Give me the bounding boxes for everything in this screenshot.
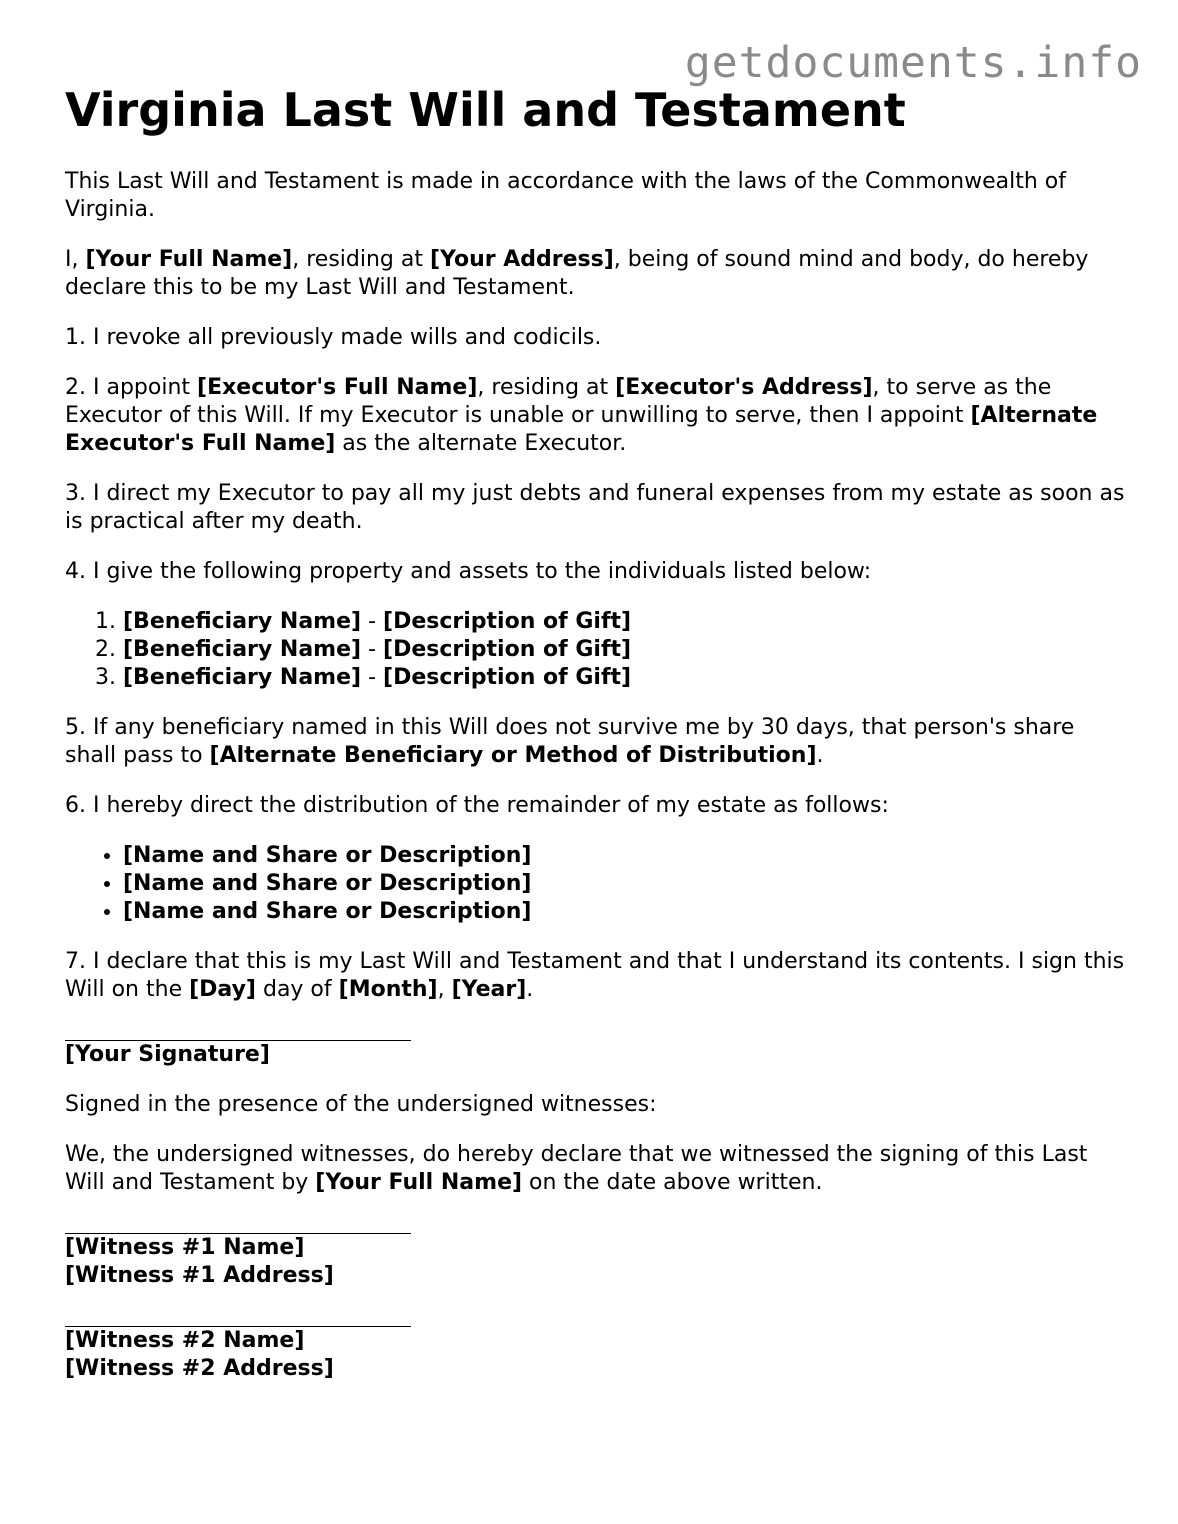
- clause-7-mid: day of: [255, 977, 339, 1002]
- intro-paragraph: This Last Will and Testament is made in accordance with the laws of the Commonwealth of Virginia.: [65, 169, 1066, 222]
- gift-description-placeholder: [Description of Gift]: [383, 665, 632, 690]
- alternate-beneficiary-placeholder: [Alternate Beneficiary or Method of Distribution]: [209, 743, 817, 768]
- gift-separator: -: [361, 665, 384, 690]
- witness-2-name: [Witness #2 Name]: [65, 1328, 305, 1353]
- gift-description-placeholder: [Description of Gift]: [383, 637, 632, 662]
- month-placeholder: [Month]: [338, 977, 438, 1002]
- clause-2: [65, 374, 1125, 458]
- remainder-placeholder: [Name and Share or Description]: [123, 899, 532, 924]
- gift-separator: -: [361, 637, 384, 662]
- clause-7-comma: ,: [437, 977, 452, 1002]
- clause-7: [65, 948, 1125, 1004]
- declaration-paragraph: [65, 246, 1125, 302]
- declaration-prefix: I,: [65, 247, 86, 272]
- alternate-executor-placeholder: [Alternate Executor's Full Name]: [65, 403, 1098, 456]
- witness-2-address: [Witness #2 Address]: [65, 1356, 334, 1381]
- testator-name-placeholder: [Your Full Name]: [85, 247, 293, 272]
- signature-label: [Your Signature]: [65, 1042, 270, 1067]
- gifts-list: [65, 608, 1125, 692]
- clause-4: 4. I give the following property and assets to the individuals listed below:: [65, 559, 872, 584]
- clause-2-mid2: , to serve as the Executor of this Will. If my Executor is unable or unwilling to serve, then I appoint: [65, 375, 1052, 428]
- gift-separator: -: [361, 609, 384, 634]
- witness-intro: Signed in the presence of the undersigned witnesses:: [65, 1092, 657, 1117]
- remainder-item: [123, 842, 1125, 870]
- clause-5-suffix: .: [816, 743, 824, 768]
- declaration-suffix: , being of sound mind and body, do hereby declare this to be my Last Will and Testament.: [65, 247, 1089, 300]
- witness-1-address: [Witness #1 Address]: [65, 1263, 334, 1288]
- witness-2-signature-block: [65, 1326, 1125, 1383]
- testator-signature-block: [65, 1040, 1125, 1069]
- clause-2-suffix: as the alternate Executor.: [335, 431, 627, 456]
- day-placeholder: [Day]: [189, 977, 256, 1002]
- declaration-mid: , residing at: [292, 247, 430, 272]
- witness-declaration: [65, 1141, 1125, 1197]
- watermark-text: getdocuments.info: [684, 38, 1142, 88]
- clause-5: [65, 714, 1125, 770]
- clause-2-prefix: 2. I appoint: [65, 375, 198, 400]
- remainder-item: [123, 898, 1125, 926]
- year-placeholder: [Year]: [451, 977, 527, 1002]
- clause-5-prefix: 5. If any beneficiary named in this Will does not survive me by 30 days, that person's share shall pass to: [65, 715, 1075, 768]
- clause-2-mid: , residing at: [477, 375, 616, 400]
- clause-7-suffix: .: [526, 977, 534, 1002]
- remainder-placeholder: [Name and Share or Description]: [123, 843, 532, 868]
- clause-7-prefix: 7. I declare that this is my Last Will and Testament and that I understand its contents. I sign this Will on the: [65, 949, 1125, 1002]
- witness-declaration-prefix: We, the undersigned witnesses, do hereby declare that we witnessed the signing of this Last Will and Testament by: [65, 1142, 1088, 1195]
- witness-1-signature-block: [65, 1233, 1125, 1290]
- beneficiary-placeholder: [Beneficiary Name]: [123, 637, 362, 662]
- gift-item: [123, 636, 1125, 664]
- witness-testator-name-placeholder: [Your Full Name]: [315, 1170, 523, 1195]
- remainder-placeholder: [Name and Share or Description]: [123, 871, 532, 896]
- testator-address-placeholder: [Your Address]: [429, 247, 614, 272]
- executor-address-placeholder: [Executor's Address]: [615, 375, 873, 400]
- gift-description-placeholder: [Description of Gift]: [383, 609, 632, 634]
- witness-declaration-suffix: on the date above written.: [522, 1170, 823, 1195]
- clause-1: 1. I revoke all previously made wills and codicils.: [65, 325, 602, 350]
- beneficiary-placeholder: [Beneficiary Name]: [123, 665, 362, 690]
- clause-3: 3. I direct my Executor to pay all my just debts and funeral expenses from my estate as soon as is practical after my death.: [65, 481, 1125, 534]
- remainder-item: [123, 870, 1125, 898]
- remainder-list: [65, 842, 1125, 926]
- beneficiary-placeholder: [Beneficiary Name]: [123, 609, 362, 634]
- document-page: [65, 80, 1125, 1405]
- gift-item: [123, 608, 1125, 636]
- document-title: Virginia Last Will and Testament: [65, 83, 906, 137]
- witness-1-name: [Witness #1 Name]: [65, 1235, 305, 1260]
- clause-6: 6. I hereby direct the distribution of the remainder of my estate as follows:: [65, 793, 889, 818]
- executor-name-placeholder: [Executor's Full Name]: [197, 375, 478, 400]
- gift-item: [123, 664, 1125, 692]
